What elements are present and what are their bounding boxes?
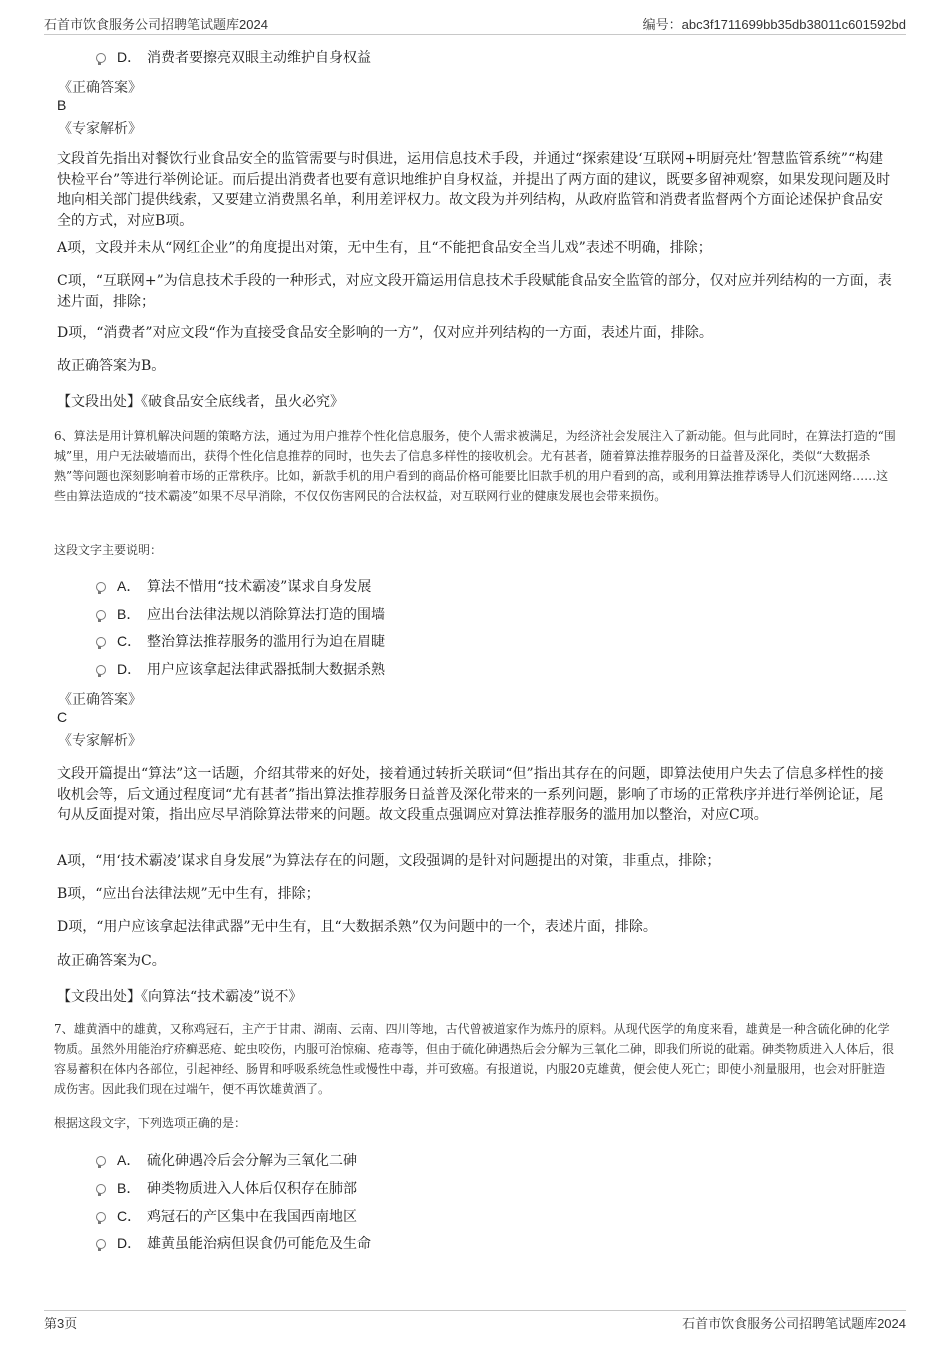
radio-icon[interactable]: [96, 665, 106, 675]
q6-source: 【文段出处】《向算法“技术霸凌”说不》: [57, 989, 303, 1005]
q5-conclusion: 故正确答案为B。: [57, 358, 166, 374]
q6-conclusion: 故正确答案为C。: [57, 953, 166, 969]
header-divider: [44, 34, 906, 35]
radio-icon[interactable]: [96, 610, 106, 620]
header-title: 石首市饮食服务公司招聘笔试题库2024: [44, 17, 268, 32]
q6-prompt: 这段文字主要说明：: [54, 543, 163, 557]
q6-analysis-para: 文段开篇提出“算法”这一话题，介绍其带来的好处，接着通过转折关联词“但”指出其存在的问题，即算法使用户失去了信息多样性的接收机会等，后文通过程度词“尤有甚者”指出算法推荐服务日益普及深化带来的一系列问题，影响了市场的正常秩序并进行举例论证，尾句从反面提对策，指出应尽早消除算法带来的问题。故文段重点强调应对算法推荐服务的滥用加以整治，对应C项。: [57, 766, 884, 823]
radio-icon[interactable]: [96, 53, 106, 63]
radio-icon[interactable]: [96, 582, 106, 592]
q6-analysis-para: A项，“用‘技术霸凌’谋求自身发展”为算法存在的问题，文段强调的是针对问题提出的对策，非重点，排除；: [57, 853, 721, 869]
radio-icon[interactable]: [96, 1184, 106, 1194]
q6-analysis-label: 《专家解析》: [58, 733, 142, 749]
q6-answer-label: 《正确答案》: [58, 692, 142, 708]
q5-analysis-label: 《专家解析》: [58, 121, 142, 137]
radio-icon[interactable]: [96, 637, 106, 647]
radio-icon[interactable]: [96, 1212, 106, 1222]
document-code: 编号：abc3f1711699bb35db38011c601592bd: [642, 17, 906, 32]
footer-title: 石首市饮食服务公司招聘笔试题库2024: [682, 1316, 906, 1331]
q6-answer: C: [57, 709, 68, 725]
q5-analysis-para: A项，文段并未从“网红企业”的角度提出对策，无中生有，且“不能把食品安全当儿戏”表述不明确，排除；: [57, 240, 712, 256]
q5-analysis-para: 文段首先指出对餐饮行业食品安全的监管需要与时俱进，运用信息技术手段，并通过“探索建设‘互联网+明厨亮灶’智慧监管系统”“构建快检平台”等进行举例论证。而后提出消费者也要有意识地维护自身权益，并提出了两方面的建议，既要多留神观察，如果发现问题及时地向相关部门提供线索，又要建立消费黑名单，利用差评权力。故文段为并列结构，从政府监管和消费者监督两个方面论述保护食品安全的方式，对应B项。: [57, 151, 891, 229]
q5-answer: B: [57, 97, 67, 113]
q6-question-text: 6、算法是用计算机解决问题的策略方法，通过为用户推荐个性化信息服务，使个人需求被满足，为经济社会发展注入了新动能。但与此同时，在算法打造的“围城”里，用户无法破墙而出，获得个性化信息推荐的同时，也失去了信息多样性的接收机会。尤有甚者，随着算法推荐服务的日益普及深化，类似“大数据杀熟”等问题也深刻影响着市场的正常秩序。比如，新款手机的用户看到的商品价格可能要比旧款手机的用户看到的高，或利用算法推荐诱导人们沉迷网络……这些由算法造成的“技术霸凌”如果不尽早消除，不仅仅伤害网民的合法权益，对互联网行业的健康发展也会带来损伤。: [54, 429, 896, 503]
q7-prompt: 根据这段文字，下列选项正确的是：: [54, 1116, 247, 1130]
q6-analysis-para: B项，“应出台法律法规”无中生有，排除；: [57, 886, 320, 902]
page-number: 第3页: [44, 1316, 78, 1331]
radio-icon[interactable]: [96, 1156, 106, 1166]
footer-divider: [44, 1310, 906, 1311]
q5-answer-label: 《正确答案》: [58, 80, 142, 96]
q5-analysis-para: D项，“消费者”对应文段“作为直接受食品安全影响的一方”，仅对应并列结构的一方面，表述片面，排除。: [57, 325, 713, 341]
q5-source: 【文段出处】《破食品安全底线者，虽火必究》: [57, 394, 344, 410]
q5-analysis-para: C项，“互联网+”为信息技术手段的一种形式，对应文段开篇运用信息技术手段赋能食品安全监管的部分，仅对应并列结构的一方面，表述片面，排除；: [57, 273, 892, 310]
q7-question-text: 7、雄黄酒中的雄黄，又称鸡冠石，主产于甘肃、湖南、云南、四川等地，古代曾被道家作为炼丹的原料。从现代医学的角度来看，雄黄是一种含硫化砷的化学物质。虽然外用能治疗疥癣恶疮、蛇虫咬伤，内服可治惊痫、疮毒等，但由于硫化砷遇热后会分解为三氧化二砷，即我们所说的砒霜。砷类物质进入人体后，很容易蓄积在体内各部位，引起神经、肠胃和呼吸系统急性或慢性中毒，并可致癌。有报道说，内服20克雄黄，便会使人死亡；即使小剂量服用，也会对肝脏造成伤害。因此我们现在过端午，便不再饮雄黄酒了。: [54, 1022, 895, 1096]
radio-icon[interactable]: [96, 1239, 106, 1249]
q6-analysis-para: D项，“用户应该拿起法律武器”无中生有，且“大数据杀熟”仅为问题中的一个，表述片面，排除。: [57, 919, 657, 935]
